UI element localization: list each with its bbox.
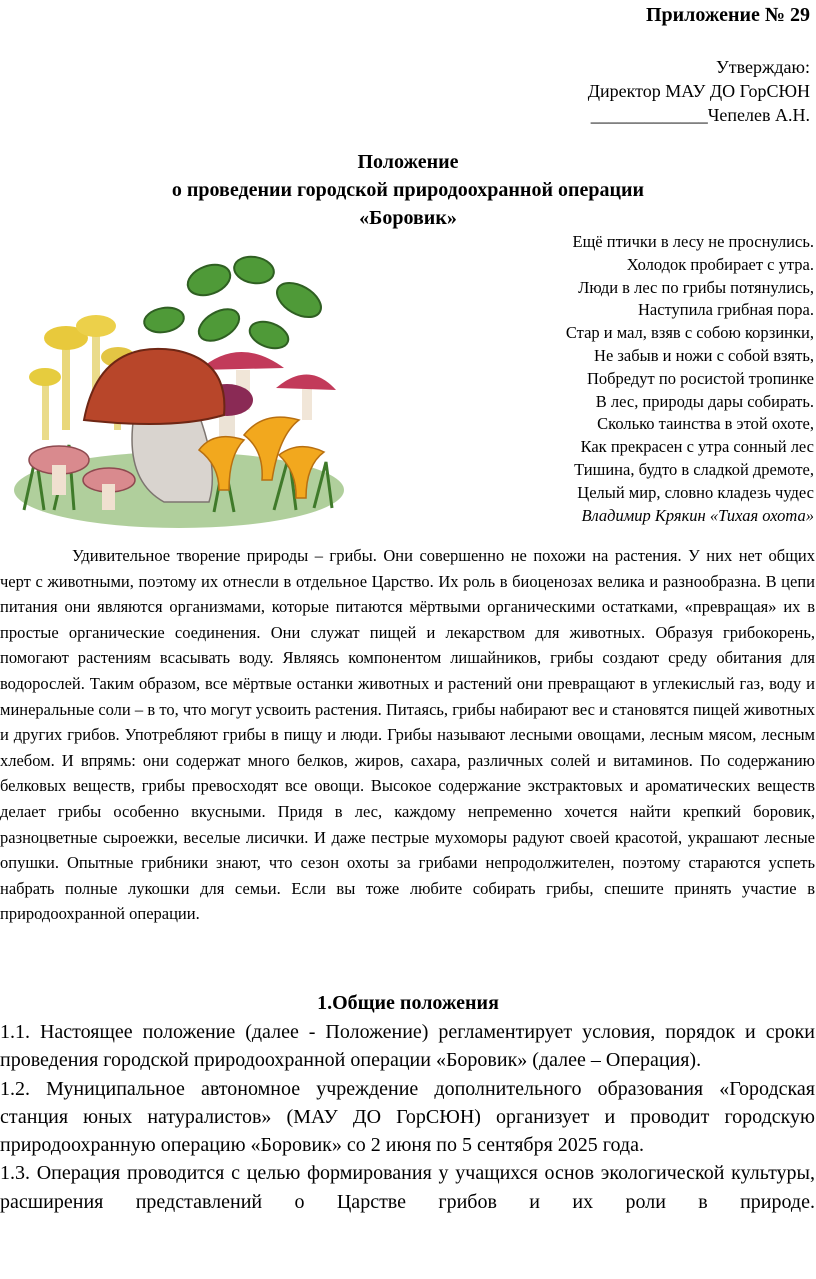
poem-line: Стар и мал, взяв с собою корзинки, <box>565 323 814 343</box>
clause: 1.3. Операция проводится с целью формирования у учащихся основ экологической культуры, расширения представлений о Царстве грибов и их роли в природе. <box>0 1162 815 1213</box>
poem-line: Тишина, будто в сладкой дремоте, <box>574 459 814 479</box>
approval-line: Утверждаю: <box>715 57 810 77</box>
title-line: Положение <box>357 151 459 173</box>
poem-line: В лес, природы дары собирать. <box>595 391 814 411</box>
appendix-number: Приложение № 29 <box>645 4 810 26</box>
section-clauses <box>0 1018 815 1216</box>
poem-line: Наступила грибная пора. <box>637 300 814 320</box>
poem-line: Люди в лес по грибы потянулись, <box>578 277 814 297</box>
clause: 1.2. Муниципальное автономное учреждение дополнительного образования «Городская станция юных натуралистов» (МАУ ДО ГорСЮН) организует и проводит городскую природоохранную операцию «Боровик» со 2 июня по 5 сентября 2025 года. <box>0 1077 815 1157</box>
poem-line: Холодок пробирает с утра. <box>626 254 814 274</box>
poem-line: Целый мир, словно кладезь чудес <box>577 482 814 502</box>
section-title: 1.Общие положения <box>317 992 499 1014</box>
leaves <box>142 254 327 353</box>
clause: 1.1. Настоящее положение (далее - Положение) регламентирует условия, порядок и сроки проведения городской природоохранной операции «Боровик» (далее – Операция). <box>0 1021 815 1072</box>
poem-line: Ещё птички в лесу не проснулись. <box>572 232 814 251</box>
poem-line: Сколько таинства в этой охоте, <box>597 414 814 434</box>
mushrooms-illustration <box>14 240 344 530</box>
approval-signature-line: _____________Чепелев А.Н. <box>590 105 810 125</box>
poem-line: Не забыв и ножи с собой взять, <box>594 345 814 365</box>
poem <box>566 231 814 527</box>
poem-line: Побредут по росистой тропинке <box>586 368 814 388</box>
document-title <box>0 148 816 232</box>
poem-author: Владимир Крякин «Тихая охота» <box>581 505 814 525</box>
title-line: о проведении городской природоохранной операции <box>171 179 645 201</box>
approval-block <box>588 55 810 127</box>
poem-line: Как прекрасен с утра сонный лес <box>580 437 814 457</box>
title-line: «Боровик» <box>359 207 457 229</box>
intro-paragraph: Удивительное творение природы – грибы. Они совершенно не похожи на растения. У них нет общих черт с животными, поэтому их отнесли в отдельное Царство. Их роль в биоценозах велика и разнообразна. В цепи питания они являются организмами, которые питаются мёртвыми органическими остатками, «превращая» их в простые органические соединения. Они служат пищей и лекарством для животных. Образуя грибокорень, помогают растениям всасывать воду. Являясь компонентом лишайников, грибы создают среду обитания для водорослей. Таким образом, все мёртвые останки животных и растений они превращают в углекислый газ, воду и минеральные соли – в то, что могут усвоить растения. Питаясь, грибы набирают вес и становятся пищей животных и других грибов. Употребляют грибы в пищу и люди. Грибы называют лесными овощами, лесным мясом, лесным хлебом. И впрямь: они содержат много белков, жиров, сахара, различных солей и витаминов. По содержанию белковых веществ, грибы превосходят все овощи. Высокое содержание экстрактовых и ароматических веществ делает грибы особенно вкусными. Придя в лес, каждому непременно хочется найти крепкий боровик, разноцветные сыроежки, веселые лисички. И даже пестрые мухоморы радуют своей красотой, украшают лесные опушки. Опытные грибники знают, что сезон охоты за грибами непродолжителен, поэтому стараются успеть набрать полные лукошки для семьи. Если вы тоже любите собирать грибы, спешите принять участие в природоохранной операции. <box>0 546 815 924</box>
approval-line: Директор МАУ ДО ГорСЮН <box>587 81 810 101</box>
